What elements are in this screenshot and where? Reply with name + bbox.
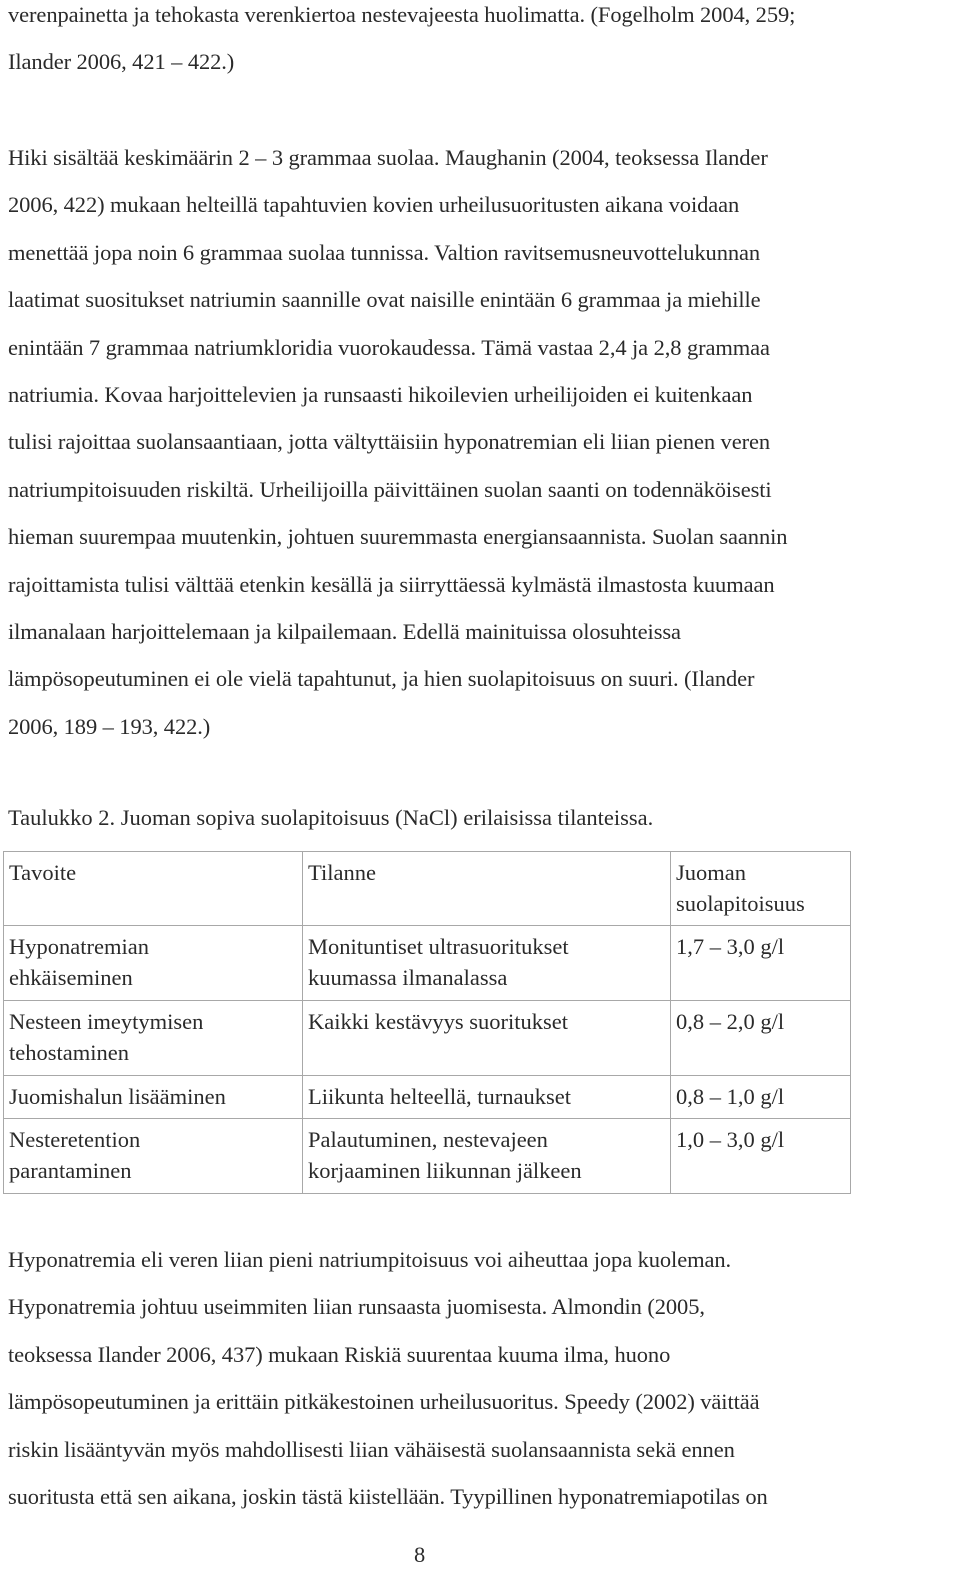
text-line: tulisi rajoittaa suolansaantiaan, jotta vältyttäisiin hyponatremian eli liian pienen veren: [8, 429, 771, 455]
table-row: [4, 926, 851, 1001]
table-row: [4, 1076, 851, 1119]
table-cell: Palautuminen, nestevajeen korjaaminen liikunnan jälkeen: [303, 1119, 671, 1194]
text-line: riskin lisääntyvän myös mahdollisesti liian vähäisestä suolansaannista sekä ennen: [8, 1436, 735, 1462]
paragraph-1: [8, 0, 952, 86]
text-line: lämpösopeutuminen ja erittäin pitkäkestoinen urheilusuoritus. Speedy (2002) väittää: [8, 1389, 760, 1415]
paragraph-2: [8, 134, 952, 750]
table-cell: 0,8 – 1,0 g/l: [671, 1076, 851, 1119]
page-number: 8: [414, 1542, 426, 1567]
text-line: suoritusta että sen aikana, joskin tästä kiistellään. Tyypillinen hyponatremiapotilas on: [8, 1484, 768, 1510]
text-line: verenpainetta ja tehokasta verenkiertoa nestevajeesta huolimatta. (Fogelholm 2004, 259;: [8, 2, 796, 27]
text-line: Ilander 2006, 421 – 422.): [8, 49, 235, 75]
text-line: 2006, 189 – 193, 422.): [8, 713, 211, 739]
text-line: laatimat suositukset natriumin saannille ovat naisille enintään 6 grammaa ja miehille: [8, 287, 761, 313]
table-caption: Taulukko 2. Juoman sopiva suolapitoisuus (NaCl) erilaisissa tilanteissa.: [8, 805, 654, 830]
salt-content-table: [3, 851, 851, 1194]
text-line: Hiki sisältää keskimäärin 2 – 3 grammaa suolaa. Maughanin (2004, teoksessa Ilander: [8, 145, 768, 170]
header-cell-tavoite: Tavoite: [4, 852, 303, 926]
text-line: natriumia. Kovaa harjoittelevien ja runsaasti hikoilevien urheilijoiden ei kuitenkaan: [8, 382, 753, 408]
text-line: natriumpitoisuuden riskiltä. Urheilijoilla päivittäinen suolan saanti on todennäköisesti: [8, 476, 772, 502]
header-cell-tilanne: Tilanne: [303, 852, 671, 926]
table-header-row: [4, 852, 851, 926]
table-cell: 1,7 – 3,0 g/l: [671, 926, 851, 1001]
table-cell: Juomishalun lisääminen: [4, 1076, 303, 1119]
text-line: Hyponatremia eli veren liian pieni natriumpitoisuus voi aiheuttaa jopa kuoleman.: [8, 1247, 732, 1272]
table-row: [4, 1119, 851, 1194]
table-cell: 0,8 – 2,0 g/l: [671, 1001, 851, 1076]
text-line: teoksessa Ilander 2006, 437) mukaan Riskiä suurentaa kuuma ilma, huono: [8, 1341, 671, 1367]
table-cell: Nesteen imeytymisen tehostaminen: [4, 1001, 303, 1076]
text-line: hieman suurempaa muutenkin, johtuen suuremmasta energiansaannista. Suolan saannin: [8, 524, 788, 550]
table-row: [4, 1001, 851, 1076]
text-line: rajoittamista tulisi välttää etenkin kesällä ja siirryttäessä kylmästä ilmastosta kuumaan: [8, 571, 775, 597]
paragraph-3: [8, 1236, 952, 1520]
table-cell: Monituntiset ultrasuoritukset kuumassa ilmanalassa: [303, 926, 671, 1001]
table-cell: Nesteretention parantaminen: [4, 1119, 303, 1194]
text-line: lämpösopeutuminen ei ole vielä tapahtunut, ja hien suolapitoisuus on suuri. (Ilander: [8, 666, 755, 692]
header-cell-suolapitoisuus: Juoman suolapitoisuus: [671, 852, 851, 926]
table-cell: Kaikki kestävyys suoritukset: [303, 1001, 671, 1076]
text-line: ilmanalaan harjoittelemaan ja kilpailemaan. Edellä mainituissa olosuhteissa: [8, 619, 681, 645]
text-line: Hyponatremia johtuu useimmiten liian runsaasta juomisesta. Almondin (2005,: [8, 1294, 705, 1320]
text-line: enintään 7 grammaa natriumkloridia vuorokaudessa. Tämä vastaa 2,4 ja 2,8 grammaa: [8, 334, 770, 360]
table-cell: Hyponatremian ehkäiseminen: [4, 926, 303, 1001]
text-line: menettää jopa noin 6 grammaa suolaa tunnissa. Valtion ravitsemusneuvottelukunnan: [8, 239, 761, 265]
table-cell: Liikunta helteellä, turnaukset: [303, 1076, 671, 1119]
table-cell: 1,0 – 3,0 g/l: [671, 1119, 851, 1194]
text-line: 2006, 422) mukaan helteillä tapahtuvien kovien urheilusuoritusten aikana voidaan: [8, 192, 740, 218]
